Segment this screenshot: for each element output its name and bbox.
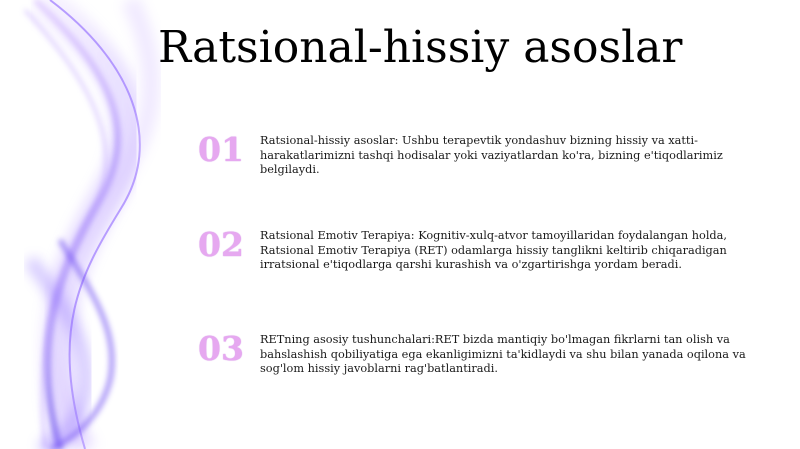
item-number: 01 [198,130,244,169]
item-text: RETning asosiy tushunchalari:RET bizda mantiqiy bo'lmagan fikrlarni tan olish va bahslashish qobiliyatiga ega ekanligimizni ta'kidlaydi va shu bilan yanada oqilona va sog'lom hissiy javoblarni rag'batlantiradi. [260,333,746,376]
item-number: 03 [198,329,244,368]
slide-title: Ratsional-hissiy asoslar [158,22,683,73]
item-text: Ratsional Emotiv Terapiya: Kognitiv-xulq-atvor tamoyillaridan foydalangan holda, Ratsional Emotiv Terapiya (RET) odamlarga hissiy tanglikni keltirib chiqaradigan irratsional e'tiqodlarga qarshi kurashish va o'zgartirishga yordam beradi. [260,229,727,272]
item-number: 02 [198,225,244,264]
item-text: Ratsional-hissiy asoslar: Ushbu terapevtik yondashuv bizning hissiy va xatti-harakatlarimizni tashqi hodisalar yoki vaziyatlardan ko'ra, bizning e'tiqodlarimiz belgilaydi. [260,134,723,177]
